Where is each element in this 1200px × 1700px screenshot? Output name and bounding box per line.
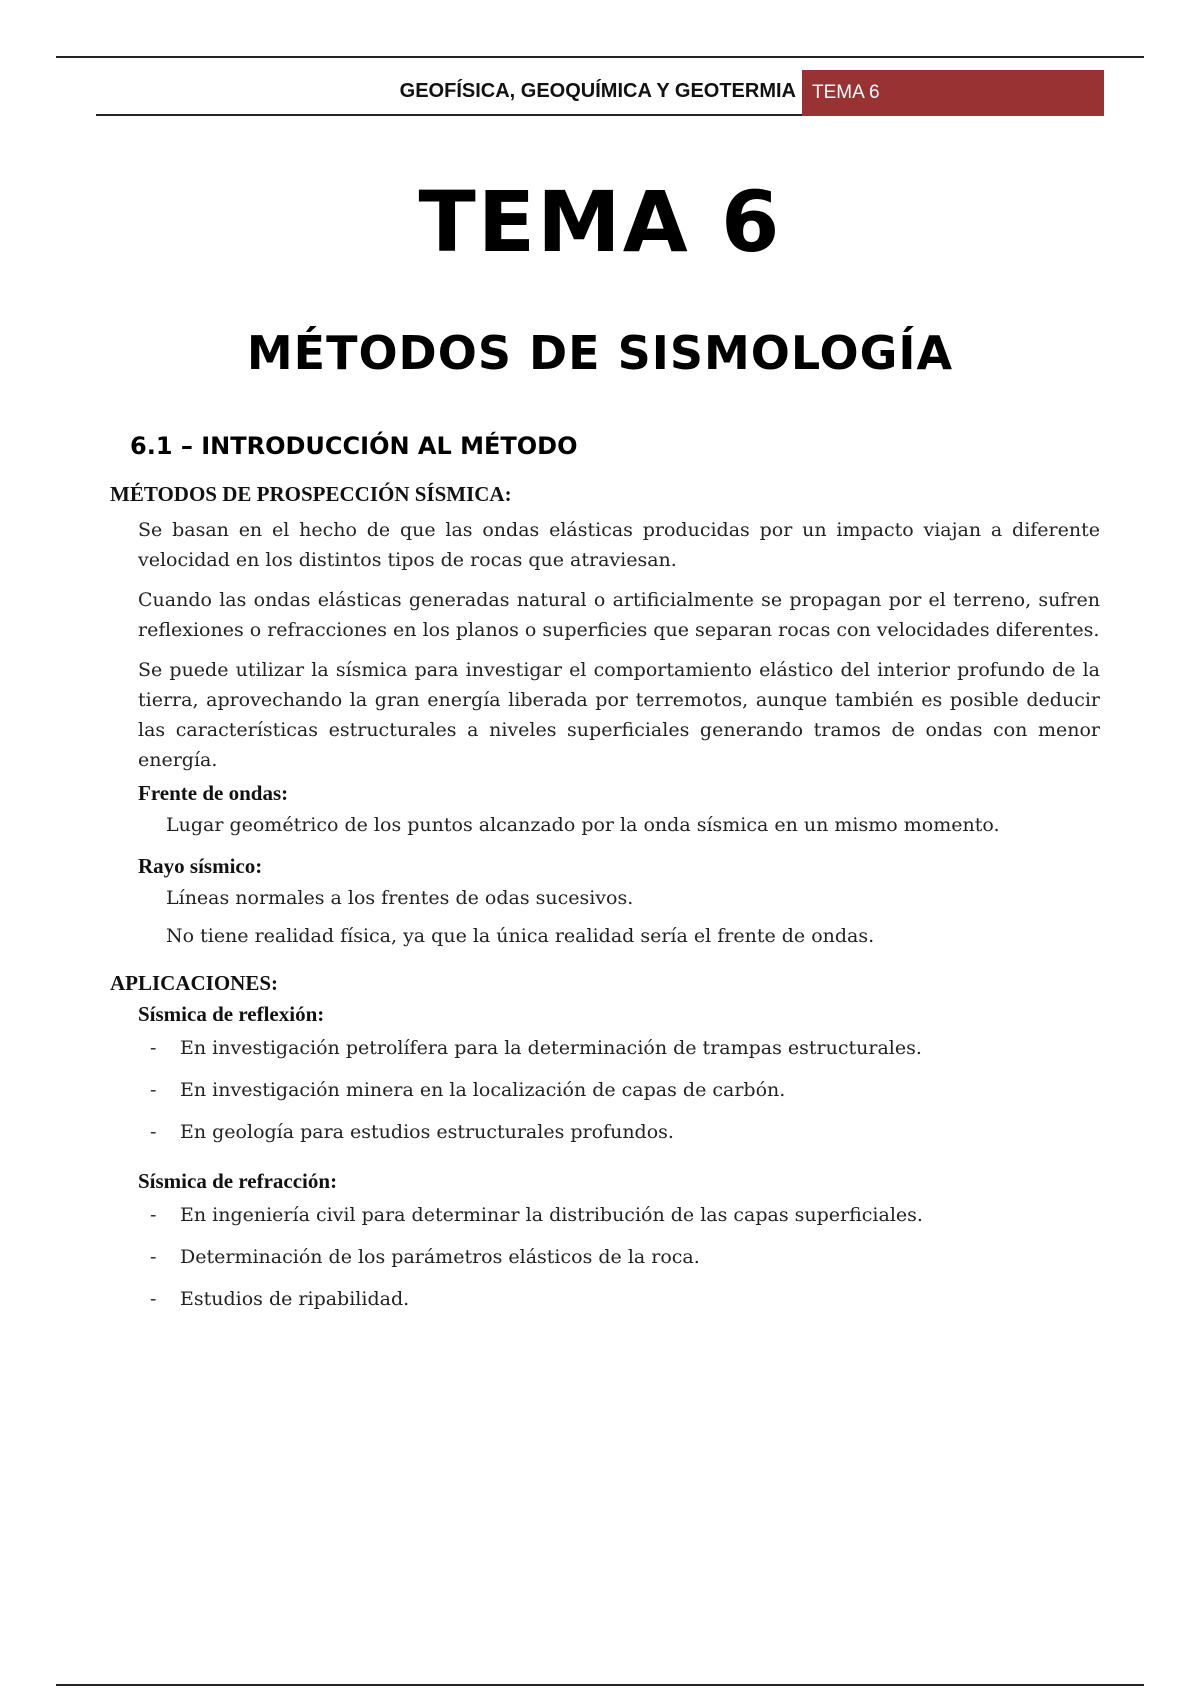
list-item	[150, 1033, 1100, 1063]
frente-text: Lugar geométrico de los puntos alcanzado por la onda sísmica en un mismo momento.	[166, 814, 1000, 836]
rayo-text: Líneas normales a los frentes de odas sucesivos.	[166, 887, 634, 909]
rayo-text: No tiene realidad física, ya que la única realidad sería el frente de ondas.	[166, 925, 875, 947]
list-item-text: Determinación de los parámetros elásticos de la roca.	[180, 1246, 700, 1268]
aplicaciones-heading: APLICACIONES:	[110, 971, 279, 995]
bottom-rule	[56, 1684, 1144, 1686]
reflexion-label: Sísmica de reflexión:	[138, 1002, 325, 1026]
bullet-dash: -	[150, 1079, 157, 1101]
header-title: GEOFÍSICA, GEOQUÍMICA Y GEOTERMIA	[399, 80, 796, 102]
header-rule	[96, 114, 806, 116]
list-item	[150, 1242, 1100, 1272]
page-subtitle: MÉTODOS DE SISMOLOGÍA	[246, 326, 954, 380]
bullet-dash: -	[150, 1288, 157, 1310]
list-item-text: Estudios de ripabilidad.	[180, 1288, 410, 1310]
list-item	[150, 1075, 1100, 1105]
list-item-text: En investigación petrolífera para la determinación de trampas estructurales.	[180, 1037, 922, 1059]
page-title: TEMA 6	[418, 173, 782, 271]
refraccion-label: Sísmica de refracción:	[138, 1169, 338, 1193]
list-item	[150, 1117, 1100, 1147]
prospeccion-heading: MÉTODOS DE PROSPECCIÓN SÍSMICA:	[110, 482, 512, 506]
header-badge: TEMA 6	[802, 70, 1104, 116]
paragraph: Se puede utilizar la sísmica para investigar el comportamiento elástico del interior profundo de la tierra, aprovechando la gran energía liberada por terremotos, aunque también es posible deducir las características estructurales a niveles superficiales generando tramos de ondas con menor energía.	[138, 659, 1100, 771]
top-rule	[56, 56, 1144, 58]
list-item	[150, 1284, 1100, 1314]
bullet-dash: -	[150, 1121, 157, 1143]
list-item-text: En geología para estudios estructurales profundos.	[180, 1121, 674, 1143]
rayo-label: Rayo sísmico:	[138, 854, 263, 878]
section-heading: 6.1 – INTRODUCCIÓN AL MÉTODO	[130, 432, 578, 460]
list-item	[150, 1200, 1100, 1230]
frente-label: Frente de ondas:	[138, 781, 289, 805]
bullet-dash: -	[150, 1246, 157, 1268]
paragraph: Cuando las ondas elásticas generadas natural o artificialmente se propagan por el terreno, sufren reflexiones o refracciones en los planos o superficies que separan rocas con velocidades diferentes.	[138, 589, 1100, 641]
document-body	[110, 482, 1100, 1314]
paragraph: Se basan en el hecho de que las ondas elásticas producidas por un impacto viajan a diferente velocidad en los distintos tipos de rocas que atraviesan.	[138, 519, 1100, 571]
bullet-dash: -	[150, 1204, 157, 1226]
list-item-text: En ingeniería civil para determinar la distribución de las capas superficiales.	[180, 1204, 923, 1226]
bullet-dash: -	[150, 1037, 157, 1059]
page-header	[96, 70, 1106, 116]
list-item-text: En investigación minera en la localización de capas de carbón.	[180, 1079, 786, 1101]
